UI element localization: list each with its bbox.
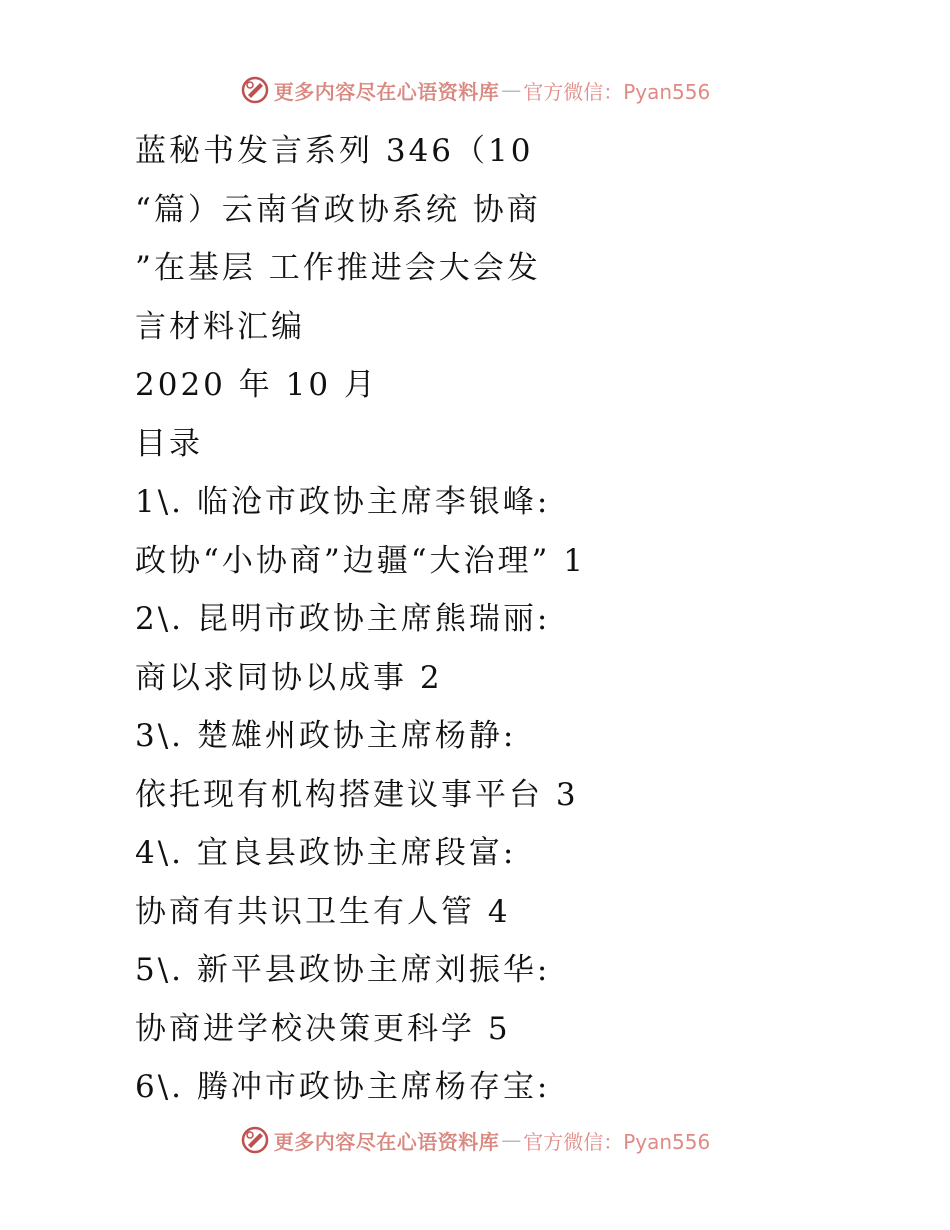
toc-item-speaker: 6\. 腾冲市政协主席杨存宝: (135, 1069, 551, 1105)
title-line: 言材料汇编 (135, 308, 305, 345)
watermark-site-text: 更多内容尽在心语资料库 (273, 1129, 500, 1154)
watermark-banner-bottom (0, 1120, 950, 1160)
toc-item-title: 协商有共识卫生有人管 4 (135, 893, 511, 930)
title-line: 蓝秘书发言系列 346（10 (135, 133, 534, 169)
toc-item-title: 依托现有机构搭建议事平台 3 (135, 776, 579, 813)
toc-heading: 目录 (135, 425, 203, 462)
toc-item-title: 政协“小协商”边疆“大治理” 1 (135, 542, 586, 579)
watermark-contact-text: 官方微信：Pyan556 (523, 79, 711, 104)
toc-item-speaker: 4\. 宜良县政协主席段富: (135, 835, 517, 871)
document-date: 2020 年 10 月 (135, 367, 378, 403)
toc-item-title: 协商进学校决策更科学 5 (135, 1010, 511, 1047)
title-line: ”在基层 工作推进会大会发 (135, 250, 541, 286)
logo-icon (240, 1125, 270, 1155)
watermark-dash: — (501, 78, 522, 102)
watermark-dash: — (501, 1128, 522, 1152)
toc-item-speaker: 1\. 临沧市政协主席李银峰: (135, 484, 551, 520)
watermark-site-text: 更多内容尽在心语资料库 (273, 79, 500, 104)
toc-item-title: 商以求同协以成事 2 (135, 659, 443, 696)
watermark-banner-top (0, 70, 950, 110)
title-line: “篇）云南省政协系统 协商 (135, 191, 541, 228)
toc-item-speaker: 3\. 楚雄州政协主席杨静: (135, 718, 517, 754)
toc-item-speaker: 2\. 昆明市政协主席熊瑞丽: (135, 601, 551, 637)
logo-icon (240, 75, 270, 105)
toc-item-speaker: 5\. 新平县政协主席刘振华: (135, 952, 551, 988)
document-body (135, 122, 895, 1117)
watermark-contact-text: 官方微信：Pyan556 (523, 1129, 711, 1154)
